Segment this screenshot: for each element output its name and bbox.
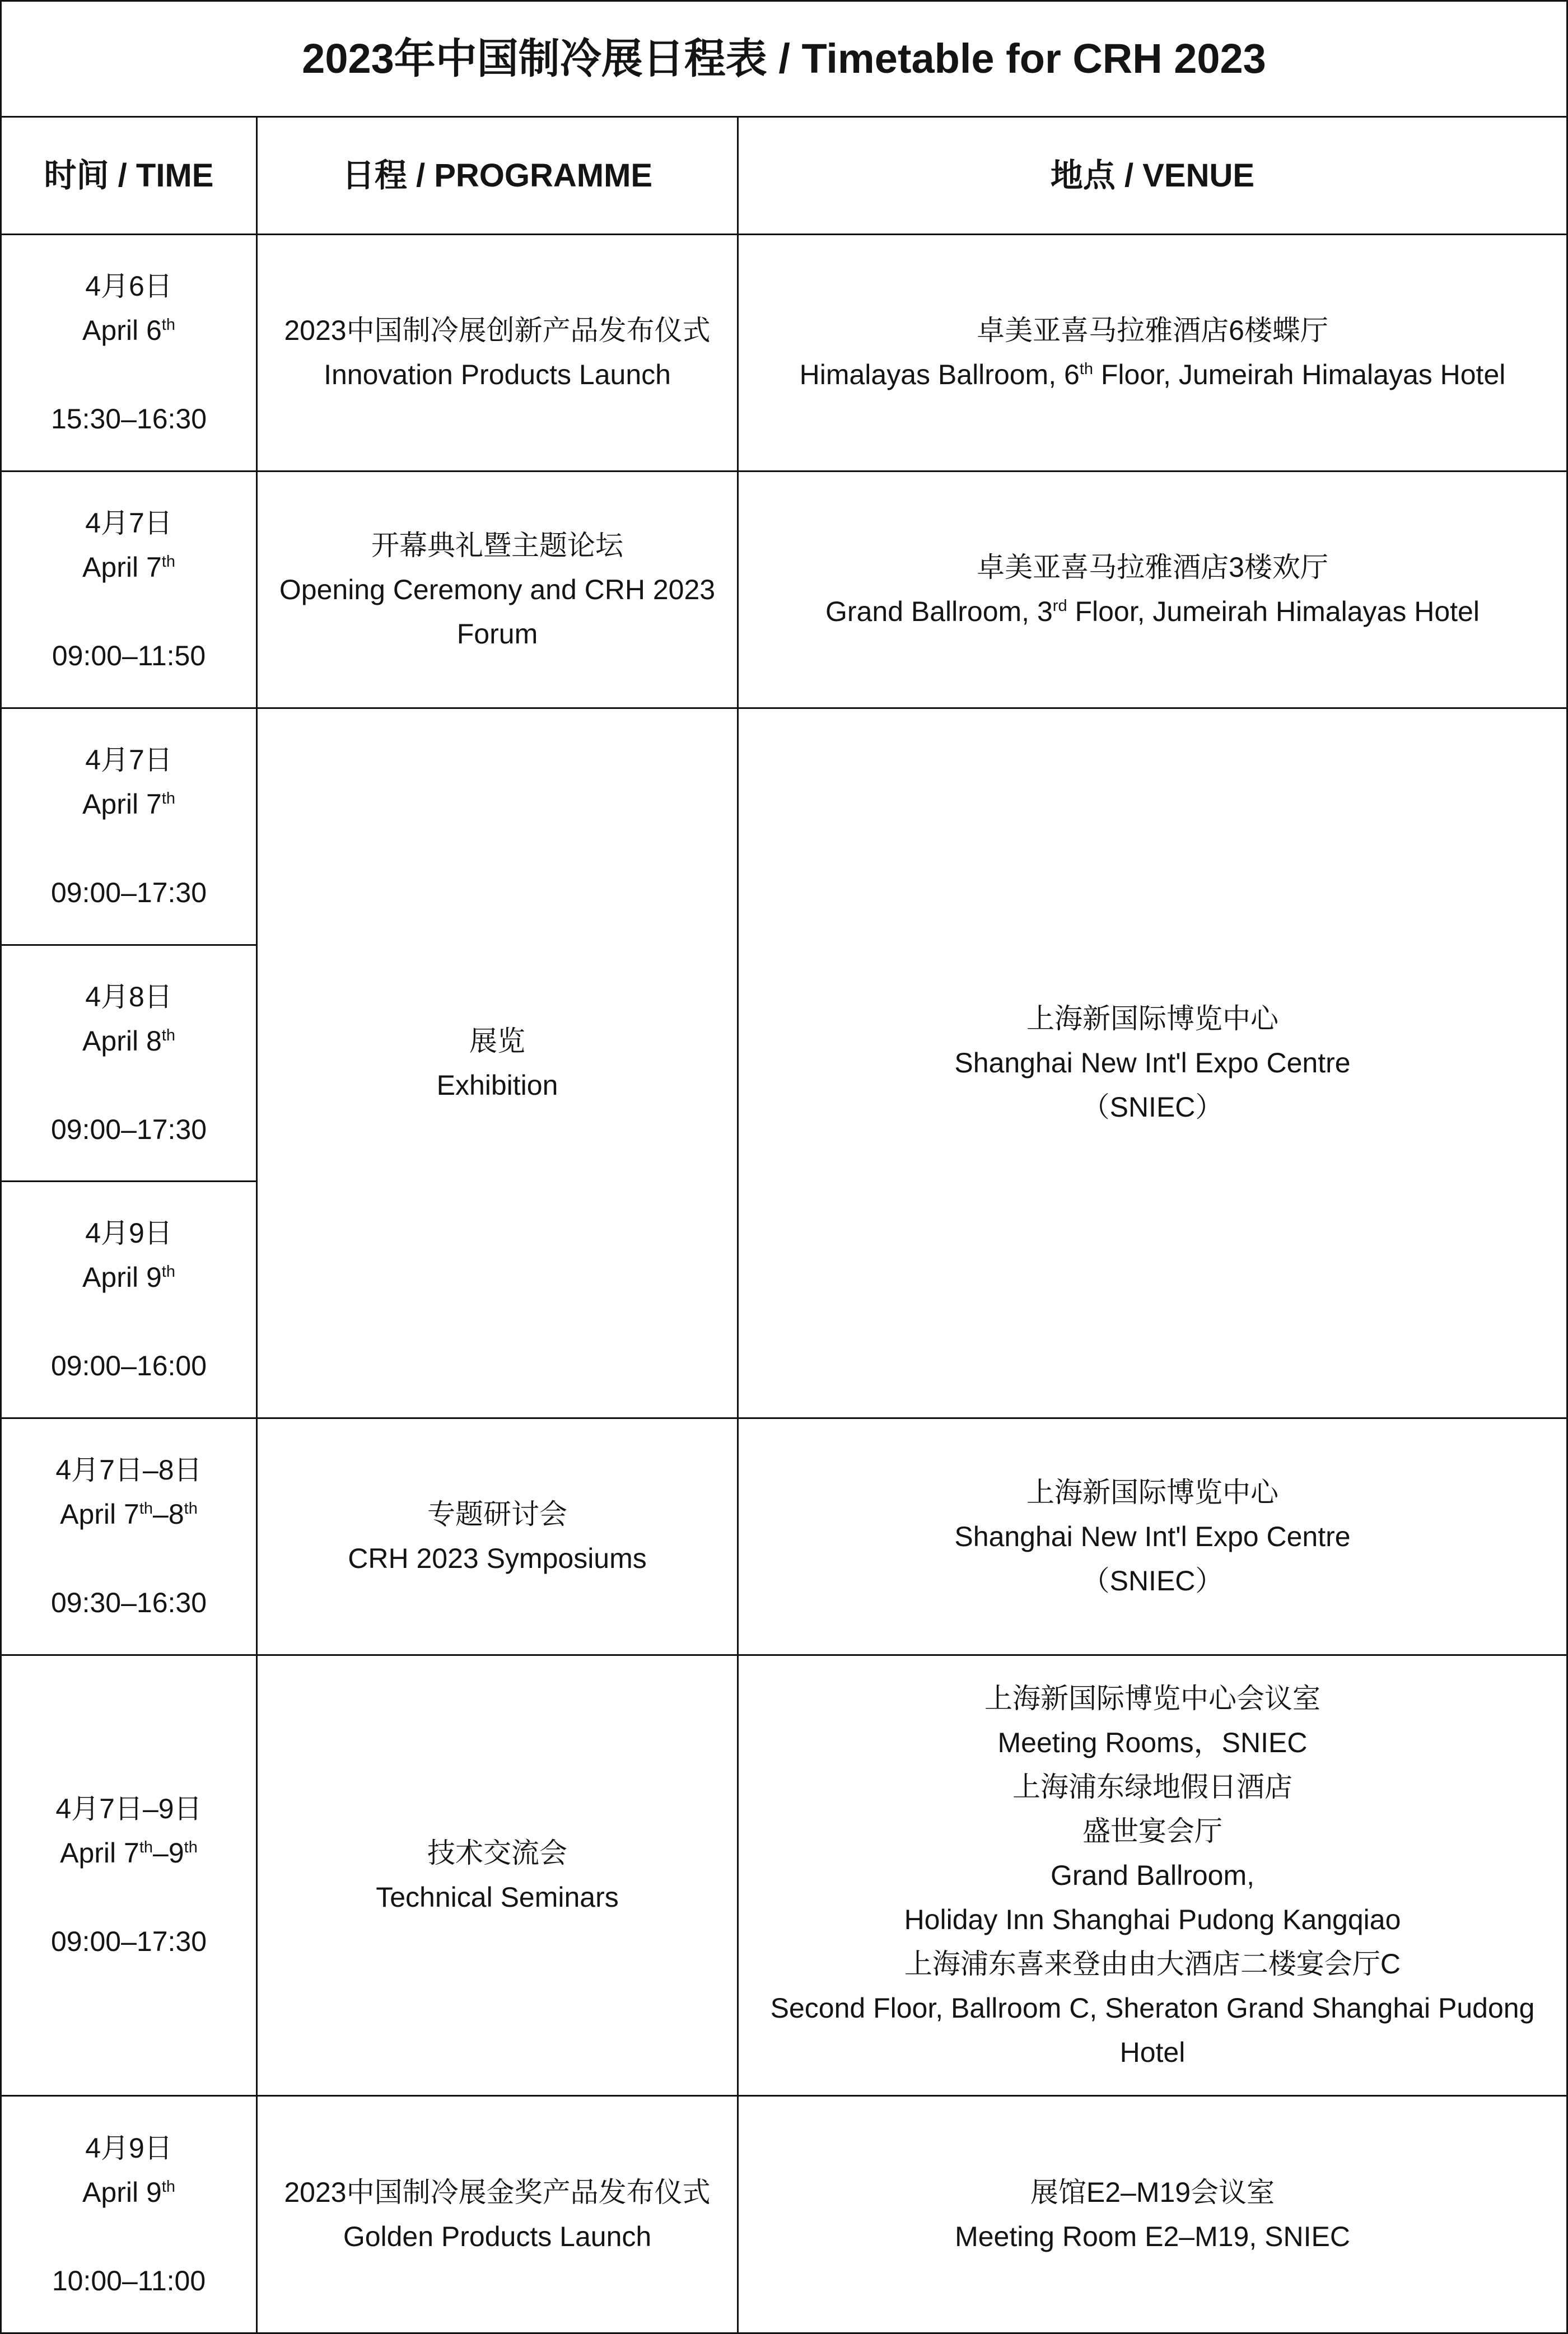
date-en-text: April 9 <box>82 1262 162 1293</box>
time-range: 09:00–17:30 <box>50 1113 207 1145</box>
ordinal-suffix: th <box>161 2177 175 2196</box>
time-range: 09:30–16:30 <box>50 1587 207 1618</box>
venue-line <box>800 353 1506 397</box>
ordinal-suffix: th <box>161 1026 175 1044</box>
programme-line-en: CRH 2023 Symposiums <box>348 1543 647 1574</box>
venue-line: 盛世宴会厅 <box>1082 1815 1222 1847</box>
programme-line-cn: 2023中国制冷展金奖产品发布仪式 <box>284 2176 711 2208</box>
date-cn: 4月7日 <box>85 744 172 776</box>
time-cell <box>2 472 258 709</box>
programme-line-cn: 展览 <box>469 1025 525 1057</box>
time-cell <box>2 1656 258 2097</box>
venue-line: Shanghai New Int'l Expo Centre <box>954 1047 1351 1079</box>
date-en-text: April 7 <box>60 1499 139 1530</box>
time-cell <box>2 1182 258 1419</box>
programme-line-cn: 开幕典礼暨主题论坛 <box>371 529 623 561</box>
time-range: 10:00–11:00 <box>52 2265 206 2296</box>
ordinal-suffix: th <box>184 1838 198 1857</box>
date-cn: 4月9日 <box>85 2132 172 2164</box>
venue-cell <box>739 709 1568 1419</box>
time-range: 15:30–16:30 <box>50 403 207 435</box>
date-en <box>60 1831 198 1875</box>
ordinal-suffix: th <box>161 553 175 571</box>
programme-cell <box>258 235 739 472</box>
date-cn: 4月7日–9日 <box>55 1793 202 1824</box>
ordinal-suffix: th <box>184 1500 198 1518</box>
time-range: 09:00–16:00 <box>50 1350 207 1381</box>
date-en-text: April 9 <box>82 2176 162 2208</box>
ordinal-suffix: th <box>139 1500 153 1518</box>
date-cn: 4月8日 <box>85 981 172 1012</box>
header-time: 时间 / TIME <box>2 118 258 235</box>
time-cell <box>2 946 258 1182</box>
date-en <box>82 1255 175 1300</box>
venue-line: 上海浦东喜来登由由大酒店二楼宴会厅C <box>904 1948 1401 1980</box>
date-en <box>82 2170 175 2215</box>
venue-cell <box>739 1656 1568 2097</box>
programme-line-cn: 2023中国制冷展创新产品发布仪式 <box>284 315 711 346</box>
ordinal-suffix: th <box>161 316 175 334</box>
venue-line: 卓美亚喜马拉雅酒店6楼蝶厅 <box>977 315 1328 346</box>
header-venue: 地点 / VENUE <box>739 118 1568 235</box>
venue-line-text: Grand Ballroom, 3 <box>825 596 1053 627</box>
programme-cell <box>258 709 739 1419</box>
venue-line-text: Himalayas Ballroom, 6 <box>799 359 1080 390</box>
venue-line <box>825 590 1480 634</box>
programme-line-en: Opening Ceremony and CRH 2023 Forum <box>279 573 716 650</box>
venue-line: Grand Ballroom, <box>1050 1859 1255 1891</box>
date-en-text: –8 <box>153 1499 184 1530</box>
time-cell <box>2 235 258 472</box>
date-cn: 4月6日 <box>85 270 172 302</box>
time-cell <box>2 2097 258 2334</box>
venue-line-text: Floor, Jumeirah Himalayas Hotel <box>1093 359 1506 390</box>
venue-line: 上海新国际博览中心 <box>1026 1476 1278 1508</box>
programme-line-cn: 技术交流会 <box>427 1837 567 1869</box>
venue-line: 上海新国际博览中心 <box>1026 1003 1278 1034</box>
venue-cell <box>739 2097 1568 2334</box>
date-cn: 4月7日–8日 <box>55 1454 202 1486</box>
time-cell <box>2 1419 258 1656</box>
programme-line-en: Innovation Products Launch <box>324 359 671 390</box>
programme-line-en: Golden Products Launch <box>343 2220 652 2252</box>
venue-line: （SNIEC） <box>1081 1091 1224 1123</box>
venue-line: （SNIEC） <box>1081 1565 1224 1597</box>
date-en-text: April 7 <box>82 552 162 583</box>
programme-cell <box>258 472 739 709</box>
programme-cell <box>258 1419 739 1656</box>
date-en <box>82 309 175 353</box>
ordinal-suffix: rd <box>1052 597 1067 615</box>
date-en <box>60 1492 198 1537</box>
venue-cell <box>739 472 1568 709</box>
venue-line: Second Floor, Ballroom C, Sheraton Grand Shanghai Pudong Hotel <box>770 1992 1535 2068</box>
date-en <box>82 782 175 827</box>
venue-line: Shanghai New Int'l Expo Centre <box>954 1520 1351 1552</box>
venue-line: Meeting Rooms，SNIEC <box>997 1726 1308 1758</box>
venue-line: Meeting Room E2–M19, SNIEC <box>955 2220 1350 2252</box>
date-cn: 4月9日 <box>85 1217 172 1249</box>
programme-line-en: Technical Seminars <box>376 1882 619 1913</box>
date-en-text: April 6 <box>82 315 162 346</box>
ordinal-suffix: th <box>161 790 175 808</box>
venue-line: 卓美亚喜马拉雅酒店3楼欢厅 <box>977 552 1328 583</box>
programme-cell <box>258 1656 739 2097</box>
venue-cell <box>739 235 1568 472</box>
date-en <box>82 1019 175 1063</box>
date-en <box>82 545 175 590</box>
venue-cell <box>739 1419 1568 1656</box>
venue-line: 上海新国际博览中心会议室 <box>984 1682 1320 1714</box>
ordinal-suffix: th <box>139 1838 153 1857</box>
venue-line: 展馆E2–M19会议室 <box>1030 2176 1275 2208</box>
venue-line: 上海浦东绿地假日酒店 <box>1012 1771 1292 1803</box>
ordinal-suffix: th <box>161 1263 175 1281</box>
date-cn: 4月7日 <box>85 507 172 539</box>
date-en-text: April 7 <box>60 1837 139 1869</box>
venue-line-text: Floor, Jumeirah Himalayas Hotel <box>1067 596 1480 627</box>
timetable-title: 2023年中国制冷展日程表 / Timetable for CRH 2023 <box>2 2 1568 118</box>
date-en-text: April 8 <box>82 1025 162 1057</box>
time-range: 09:00–17:30 <box>50 877 207 908</box>
time-cell <box>2 709 258 946</box>
date-en-text: April 7 <box>82 788 162 820</box>
time-range: 09:00–11:50 <box>52 640 206 671</box>
date-en-text: –9 <box>153 1837 184 1869</box>
ordinal-suffix: th <box>1079 360 1093 379</box>
programme-cell <box>258 2097 739 2334</box>
venue-line: Holiday Inn Shanghai Pudong Kangqiao <box>904 1903 1401 1935</box>
header-programme: 日程 / PROGRAMME <box>258 118 739 235</box>
programme-line-cn: 专题研讨会 <box>427 1499 567 1530</box>
time-range: 09:00–17:30 <box>50 1926 207 1957</box>
programme-line-en: Exhibition <box>436 1069 558 1101</box>
